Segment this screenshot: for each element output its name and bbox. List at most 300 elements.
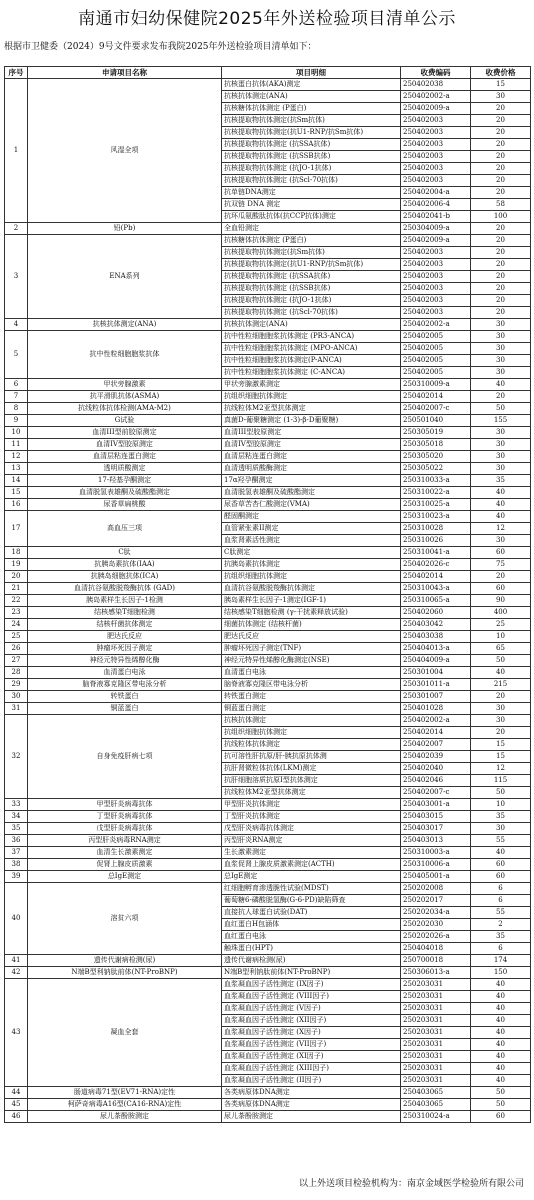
table-row [5, 703, 531, 715]
row-fee-price: 40 [471, 511, 531, 523]
row-fee-code: 250310028 [401, 523, 471, 535]
row-fee-price: 2 [471, 919, 531, 931]
row-fee-code: 250402003 [401, 139, 471, 151]
header-detail: 项目明细 [222, 67, 401, 79]
row-fee-code: 250402003 [401, 175, 471, 187]
row-item-detail: 铜蓝蛋白测定 [222, 703, 401, 715]
row-fee-code: 250403042 [401, 619, 471, 631]
row-seq: 34 [5, 811, 28, 823]
row-fee-price: 20 [471, 103, 531, 115]
row-fee-price: 40 [471, 1075, 531, 1087]
row-fee-price: 20 [471, 139, 531, 151]
row-fee-price: 40 [471, 1051, 531, 1063]
table-row [5, 619, 531, 631]
row-fee-price: 155 [471, 415, 531, 427]
row-item-detail: 抗核提取物抗体测定 (抗Scl-70抗体) [222, 175, 401, 187]
row-project-name: 17-羟基孕酮测定 [28, 475, 222, 487]
row-fee-price: 30 [471, 715, 531, 727]
row-seq: 21 [5, 583, 28, 595]
project-table [4, 66, 531, 1123]
table-row [5, 955, 531, 967]
row-seq: 11 [5, 439, 28, 451]
row-item-detail: 抗核提取物抗体测定 (抗SSB抗体) [222, 151, 401, 163]
row-item-detail: 甲型肝炎抗体测定 [222, 799, 401, 811]
row-project-name: 抗平滑肌抗体(ASMA) [28, 391, 222, 403]
row-fee-code: 250305022 [401, 463, 471, 475]
row-fee-price: 30 [471, 823, 531, 835]
row-fee-code: 250310022-a [401, 487, 471, 499]
row-fee-code: 250403038 [401, 631, 471, 643]
row-item-detail: 抗核提取物抗体测定(抗Sm抗体) [222, 115, 401, 127]
table-row [5, 979, 531, 991]
header-name: 申请项目名称 [28, 67, 222, 79]
row-fee-price: 40 [471, 667, 531, 679]
row-fee-price: 65 [471, 643, 531, 655]
row-fee-price: 20 [471, 259, 531, 271]
table-row [5, 391, 531, 403]
row-item-detail: 血浆肾素活性测定 [222, 535, 401, 547]
row-fee-price: 30 [471, 439, 531, 451]
row-fee-price: 40 [471, 1003, 531, 1015]
row-item-detail: 直接抗人球蛋白试验(DAT) [222, 907, 401, 919]
row-fee-price: 20 [471, 271, 531, 283]
row-fee-code: 250203031 [401, 1063, 471, 1075]
table-row [5, 475, 531, 487]
row-project-name: 抗胰岛素抗体(IAA) [28, 559, 222, 571]
row-fee-code: 250310033-a [401, 475, 471, 487]
table-row [5, 691, 531, 703]
row-fee-code: 250403065 [401, 1087, 471, 1099]
row-item-detail: 细菌抗体测定 (结核杆菌) [222, 619, 401, 631]
row-item-detail: 血浆凝血因子活性测定 (XI因子) [222, 1051, 401, 1063]
row-fee-code: 250304009-a [401, 223, 471, 235]
footer-note: 以上外送项目检验机构为：南京金域医学检验所有限公司 [298, 1179, 524, 1189]
row-item-detail: 抗肝肾微粒体抗体(LKM)测定 [222, 763, 401, 775]
row-fee-price: 20 [471, 571, 531, 583]
row-item-detail: 肿瘤坏死因子测定(TNF) [222, 643, 401, 655]
row-seq: 28 [5, 667, 28, 679]
table-row [5, 439, 531, 451]
row-fee-price: 20 [471, 163, 531, 175]
row-item-detail: 血清抗谷氨酸脱羧酶抗体测定 [222, 583, 401, 595]
table-row [5, 799, 531, 811]
row-item-detail: 血浆凝血因子活性测定 (V因子) [222, 1003, 401, 1015]
row-fee-code: 250402040 [401, 763, 471, 775]
row-fee-price: 20 [471, 295, 531, 307]
row-fee-price: 40 [471, 1039, 531, 1051]
row-item-detail: 抗核抗体测定 [222, 715, 401, 727]
row-project-name: 脑脊液寡克隆区带电泳分析 [28, 679, 222, 691]
row-item-detail: 17α羟孕酮测定 [222, 475, 401, 487]
row-fee-code: 250202017 [401, 895, 471, 907]
row-fee-code: 250310006-a [401, 859, 471, 871]
row-fee-code: 250402006-4 [401, 199, 471, 211]
row-seq: 15 [5, 487, 28, 499]
row-project-name: 肥达氏反应 [28, 631, 222, 643]
row-fee-code: 250404009-a [401, 655, 471, 667]
row-fee-code: 250402004-a [401, 187, 471, 199]
row-seq: 10 [5, 427, 28, 439]
row-item-detail: 血清蛋白电泳 [222, 667, 401, 679]
row-item-detail: 血浆凝血因子活性测定 (VII因子) [222, 1039, 401, 1051]
row-seq: 35 [5, 823, 28, 835]
row-fee-price: 50 [471, 655, 531, 667]
row-fee-code: 250203031 [401, 979, 471, 991]
row-fee-price: 40 [471, 487, 531, 499]
row-project-name: 促肾上腺皮质激素 [28, 859, 222, 871]
row-item-detail: 血浆促肾上腺皮质激素测定(ACTH) [222, 859, 401, 871]
row-fee-code: 250402005 [401, 343, 471, 355]
row-fee-code: 250202034-a [401, 907, 471, 919]
header-price: 收费价格 [471, 67, 531, 79]
row-project-name: 肿瘤坏死因子测定 [28, 643, 222, 655]
row-fee-price: 20 [471, 187, 531, 199]
row-seq: 30 [5, 691, 28, 703]
row-seq: 7 [5, 391, 28, 403]
row-fee-code: 250310024-a [401, 1111, 471, 1123]
row-fee-price: 35 [471, 931, 531, 943]
row-item-detail: 抗胰岛素抗体测定 [222, 559, 401, 571]
row-fee-code: 250202008 [401, 883, 471, 895]
row-seq: 42 [5, 967, 28, 979]
row-fee-price: 10 [471, 631, 531, 643]
row-project-name: 肠道病毒71型(EV71-RNA)定性 [28, 1087, 222, 1099]
row-fee-price: 150 [471, 967, 531, 979]
row-seq: 17 [5, 511, 28, 547]
table-row [5, 967, 531, 979]
row-item-detail: 脑脊液寡克隆区带电泳分析 [222, 679, 401, 691]
row-item-detail: 各类病原体DNA测定 [222, 1087, 401, 1099]
row-item-detail: 各类病原体DNA测定 [222, 1099, 401, 1111]
row-seq: 1 [5, 79, 28, 223]
row-fee-price: 20 [471, 727, 531, 739]
row-fee-price: 55 [471, 835, 531, 847]
row-fee-price: 60 [471, 583, 531, 595]
row-fee-code: 250403065 [401, 1099, 471, 1111]
row-seq: 6 [5, 379, 28, 391]
row-fee-code: 250402007-c [401, 787, 471, 799]
row-seq: 3 [5, 235, 28, 319]
row-fee-code: 250402041-b [401, 211, 471, 223]
row-item-detail: 抗组织细胞抗体测定 [222, 727, 401, 739]
row-fee-price: 30 [471, 535, 531, 547]
row-project-name: ENA系列 [28, 235, 222, 319]
row-fee-code: 250301007 [401, 691, 471, 703]
row-project-name: 自身免疫肝病七项 [28, 715, 222, 799]
table-row [5, 223, 531, 235]
row-fee-code: 250203031 [401, 1051, 471, 1063]
row-item-detail: 抗核提取物抗体测定 (抗JO-1抗体) [222, 163, 401, 175]
row-fee-price: 400 [471, 607, 531, 619]
row-fee-code: 250402038 [401, 79, 471, 91]
row-project-name: 铅(Pb) [28, 223, 222, 235]
row-fee-price: 30 [471, 367, 531, 379]
row-fee-price: 30 [471, 331, 531, 343]
row-fee-price: 35 [471, 475, 531, 487]
row-fee-code: 250405001-a [401, 871, 471, 883]
row-seq: 44 [5, 1087, 28, 1099]
row-item-detail: 抗组织细胞抗体测定 [222, 391, 401, 403]
row-project-name: N端B型利钠肽前体(NT-ProBNP) [28, 967, 222, 979]
row-fee-code: 250402003 [401, 115, 471, 127]
row-fee-price: 30 [471, 703, 531, 715]
row-project-name: 结核杆菌抗体测定 [28, 619, 222, 631]
table-row [5, 1087, 531, 1099]
row-project-name: 总IgE测定 [28, 871, 222, 883]
row-fee-price: 12 [471, 523, 531, 535]
row-fee-price: 20 [471, 223, 531, 235]
row-fee-price: 30 [471, 463, 531, 475]
row-fee-price: 50 [471, 1099, 531, 1111]
row-item-detail: 抗线粒体M2亚型抗体测定 [222, 403, 401, 415]
table-row [5, 835, 531, 847]
row-project-name: 血清蛋白电泳 [28, 667, 222, 679]
row-item-detail: 戊型肝炎病毒抗体测定 [222, 823, 401, 835]
row-fee-price: 20 [471, 127, 531, 139]
row-fee-price: 40 [471, 379, 531, 391]
row-item-detail: 抗组织细胞抗体测定 [222, 571, 401, 583]
row-fee-code: 250402003 [401, 271, 471, 283]
row-project-name: 血清IV型胶原测定 [28, 439, 222, 451]
row-fee-price: 50 [471, 1087, 531, 1099]
row-fee-code: 250402003 [401, 295, 471, 307]
row-project-name: 风湿全项 [28, 79, 222, 223]
row-fee-price: 30 [471, 91, 531, 103]
row-item-detail: 遗传代谢病检测(尿) [222, 955, 401, 967]
row-fee-price: 30 [471, 355, 531, 367]
row-seq: 27 [5, 655, 28, 667]
row-project-name: 胰岛素样生长因子-1检测 [28, 595, 222, 607]
row-fee-price: 40 [471, 979, 531, 991]
row-fee-price: 15 [471, 739, 531, 751]
row-item-detail: 抗核提取物抗体测定 (抗SSA抗体) [222, 271, 401, 283]
row-item-detail: 抗中性粒细胞胞浆抗体测定 (PR3-ANCA) [222, 331, 401, 343]
row-project-name: C肽 [28, 547, 222, 559]
row-item-detail: C肽测定 [222, 547, 401, 559]
table-row [5, 667, 531, 679]
row-fee-code: 250203031 [401, 1027, 471, 1039]
row-fee-code: 250310003-a [401, 847, 471, 859]
row-item-detail: 尿儿茶酚胺测定 [222, 1111, 401, 1123]
table-row [5, 679, 531, 691]
row-seq: 31 [5, 703, 28, 715]
row-fee-price: 100 [471, 211, 531, 223]
row-fee-code: 250310025-a [401, 499, 471, 511]
row-fee-code: 250402007-c [401, 403, 471, 415]
table-row [5, 427, 531, 439]
row-project-name: 丙型肝炎病毒RNA测定 [28, 835, 222, 847]
table-row [5, 871, 531, 883]
row-item-detail: 血清III型胶原测定 [222, 427, 401, 439]
row-fee-price: 30 [471, 427, 531, 439]
row-item-detail: 血红蛋白电泳 [222, 931, 401, 943]
row-fee-code: 250402046 [401, 775, 471, 787]
row-item-detail: 丙型肝炎RNA测定 [222, 835, 401, 847]
table-row [5, 847, 531, 859]
row-fee-price: 20 [471, 691, 531, 703]
table-row [5, 547, 531, 559]
row-seq: 2 [5, 223, 28, 235]
table-row [5, 451, 531, 463]
table-header-row [5, 67, 531, 79]
row-fee-code: 250700018 [401, 955, 471, 967]
row-fee-code: 250202030 [401, 919, 471, 931]
row-project-name: 血清层粘连蛋白测定 [28, 451, 222, 463]
row-item-detail: 结核感染T细胞检测 (γ-干扰素释放试验) [222, 607, 401, 619]
header-code: 收费编码 [401, 67, 471, 79]
row-seq: 5 [5, 331, 28, 379]
row-fee-price: 15 [471, 751, 531, 763]
row-fee-price: 30 [471, 343, 531, 355]
header-seq: 序号 [5, 67, 28, 79]
table-row [5, 403, 531, 415]
row-seq: 37 [5, 847, 28, 859]
row-fee-code: 250402009-a [401, 235, 471, 247]
table-row [5, 499, 531, 511]
table-row [5, 331, 531, 343]
row-fee-code: 250203031 [401, 1039, 471, 1051]
row-seq: 45 [5, 1099, 28, 1111]
row-fee-price: 115 [471, 775, 531, 787]
row-fee-price: 40 [471, 991, 531, 1003]
row-fee-code: 250203031 [401, 1003, 471, 1015]
table-row [5, 583, 531, 595]
table-row [5, 823, 531, 835]
row-fee-code: 250402003 [401, 247, 471, 259]
row-fee-code: 250403017 [401, 823, 471, 835]
row-fee-price: 20 [471, 151, 531, 163]
row-item-detail: 血清透明质酸酶测定 [222, 463, 401, 475]
row-fee-code: 250402003 [401, 259, 471, 271]
row-item-detail: 血红蛋白H包涵体 [222, 919, 401, 931]
row-seq: 22 [5, 595, 28, 607]
row-project-name: 甲状旁腺激素 [28, 379, 222, 391]
row-fee-code: 250203031 [401, 991, 471, 1003]
row-seq: 39 [5, 871, 28, 883]
row-project-name: 抗中性粒细胞胞浆抗体 [28, 331, 222, 379]
row-fee-price: 10 [471, 799, 531, 811]
row-item-detail: 抗肝细胞溶质抗原I型抗体测定 [222, 775, 401, 787]
row-fee-price: 20 [471, 175, 531, 187]
row-item-detail: 抗核提取物抗体测定(抗U1-RNP/抗Sm抗体) [222, 127, 401, 139]
row-fee-code: 250202026-a [401, 931, 471, 943]
row-seq: 4 [5, 319, 28, 331]
row-item-detail: 血浆凝血因子活性测定 (IX因子) [222, 979, 401, 991]
row-item-detail: 抗核提取物抗体测定 (抗Scl-70抗体) [222, 307, 401, 319]
row-fee-code: 250402003 [401, 163, 471, 175]
table-row [5, 235, 531, 247]
row-item-detail: 抗中性粒细胞胞浆抗体测定(P-ANCA) [222, 355, 401, 367]
row-fee-price: 40 [471, 1027, 531, 1039]
row-fee-price: 15 [471, 79, 531, 91]
row-fee-code: 250310023-a [401, 511, 471, 523]
row-fee-code: 250301004 [401, 667, 471, 679]
row-project-name: 抗线粒体抗体检测(AMA-M2) [28, 403, 222, 415]
row-fee-price: 20 [471, 283, 531, 295]
row-seq: 8 [5, 403, 28, 415]
row-project-name: 抗胰岛细胞抗体(ICA) [28, 571, 222, 583]
row-fee-code: 250305020 [401, 451, 471, 463]
row-item-detail: 尿香草苦杏仁酸测定(VMA) [222, 499, 401, 511]
row-item-detail: 总IgE测定 [222, 871, 401, 883]
table-row [5, 1111, 531, 1123]
row-item-detail: 真菌D-葡聚糖测定 (1-3)-β-D葡聚糖) [222, 415, 401, 427]
row-fee-price: 25 [471, 619, 531, 631]
row-seq: 25 [5, 631, 28, 643]
table-row [5, 559, 531, 571]
row-project-name: 血清生长激素测定 [28, 847, 222, 859]
row-project-name: 血清抗谷氨酸脱羧酶抗体 (GAD) [28, 583, 222, 595]
table-row [5, 571, 531, 583]
row-fee-code: 250402003 [401, 127, 471, 139]
row-fee-code: 250402003 [401, 283, 471, 295]
row-project-name: 甲型肝炎病毒抗体 [28, 799, 222, 811]
row-seq: 38 [5, 859, 28, 871]
row-fee-code: 250402014 [401, 571, 471, 583]
row-fee-code: 250402002-a [401, 715, 471, 727]
row-fee-code: 250401028 [401, 703, 471, 715]
row-fee-price: 6 [471, 883, 531, 895]
row-item-detail: 抗核糖体抗体测定 (P蛋白) [222, 103, 401, 115]
row-fee-code: 250402005 [401, 331, 471, 343]
row-fee-code: 250402002-a [401, 91, 471, 103]
row-seq: 33 [5, 799, 28, 811]
row-fee-price: 60 [471, 547, 531, 559]
row-seq: 40 [5, 883, 28, 955]
table-row [5, 595, 531, 607]
row-item-detail: 抗中性粒细胞胞浆抗体测定 (C-ANCA) [222, 367, 401, 379]
row-fee-price: 215 [471, 679, 531, 691]
row-fee-code: 250310043-a [401, 583, 471, 595]
row-item-detail: 葡萄糖6-磷酸脱氢酶(G-6-PD)缺陷筛查 [222, 895, 401, 907]
row-item-detail: 血清层粘连蛋白测定 [222, 451, 401, 463]
row-fee-code: 250203031 [401, 1015, 471, 1027]
row-project-name: 血清脱氢表雄酮及硫酸酯测定 [28, 487, 222, 499]
table-row [5, 643, 531, 655]
row-fee-code: 250402026-c [401, 559, 471, 571]
row-fee-price: 20 [471, 115, 531, 127]
row-project-name: 结核感染T细胞检测 [28, 607, 222, 619]
row-project-name: 溶贫六项 [28, 883, 222, 955]
row-item-detail: 抗可溶性肝抗原/肝-胰抗原抗体测 [222, 751, 401, 763]
intro-text: 根据市卫健委（2024）9号文件要求发布我院2025年外送检验项目清单如下： [4, 42, 317, 52]
row-item-detail: 抗环瓜氨酸肽抗体(抗CCP抗体)测定 [222, 211, 401, 223]
table-row [5, 631, 531, 643]
row-item-detail: 抗核提取物抗体测定(抗U1-RNP/抗Sm抗体) [222, 259, 401, 271]
row-project-name: 戊型肝炎病毒抗体 [28, 823, 222, 835]
row-fee-code: 250402005 [401, 355, 471, 367]
row-project-name: 遗传代谢病检测(尿) [28, 955, 222, 967]
row-item-detail: 抗双链 DNA 测定 [222, 199, 401, 211]
row-item-detail: 抗核抗体测定(ANA) [222, 319, 401, 331]
row-item-detail: 抗核提取物抗体测定 (抗JO-1抗体) [222, 295, 401, 307]
row-fee-price: 60 [471, 1111, 531, 1123]
row-seq: 23 [5, 607, 28, 619]
row-item-detail: 甲状旁腺激素测定 [222, 379, 401, 391]
row-fee-code: 250402014 [401, 727, 471, 739]
table-row [5, 655, 531, 667]
row-item-detail: 抗线粒体M2亚型抗体测定 [222, 787, 401, 799]
row-fee-price: 6 [471, 943, 531, 955]
row-fee-price: 55 [471, 907, 531, 919]
row-fee-code: 250402014 [401, 391, 471, 403]
row-item-detail: 血浆凝血因子活性测定 (X因子) [222, 1027, 401, 1039]
row-item-detail: 醛固酮测定 [222, 511, 401, 523]
row-project-name: 血清III型前胶原测定 [28, 427, 222, 439]
row-item-detail: 红细胞孵育渗透脆性试验(MDST) [222, 883, 401, 895]
row-seq: 24 [5, 619, 28, 631]
table-row [5, 319, 531, 331]
